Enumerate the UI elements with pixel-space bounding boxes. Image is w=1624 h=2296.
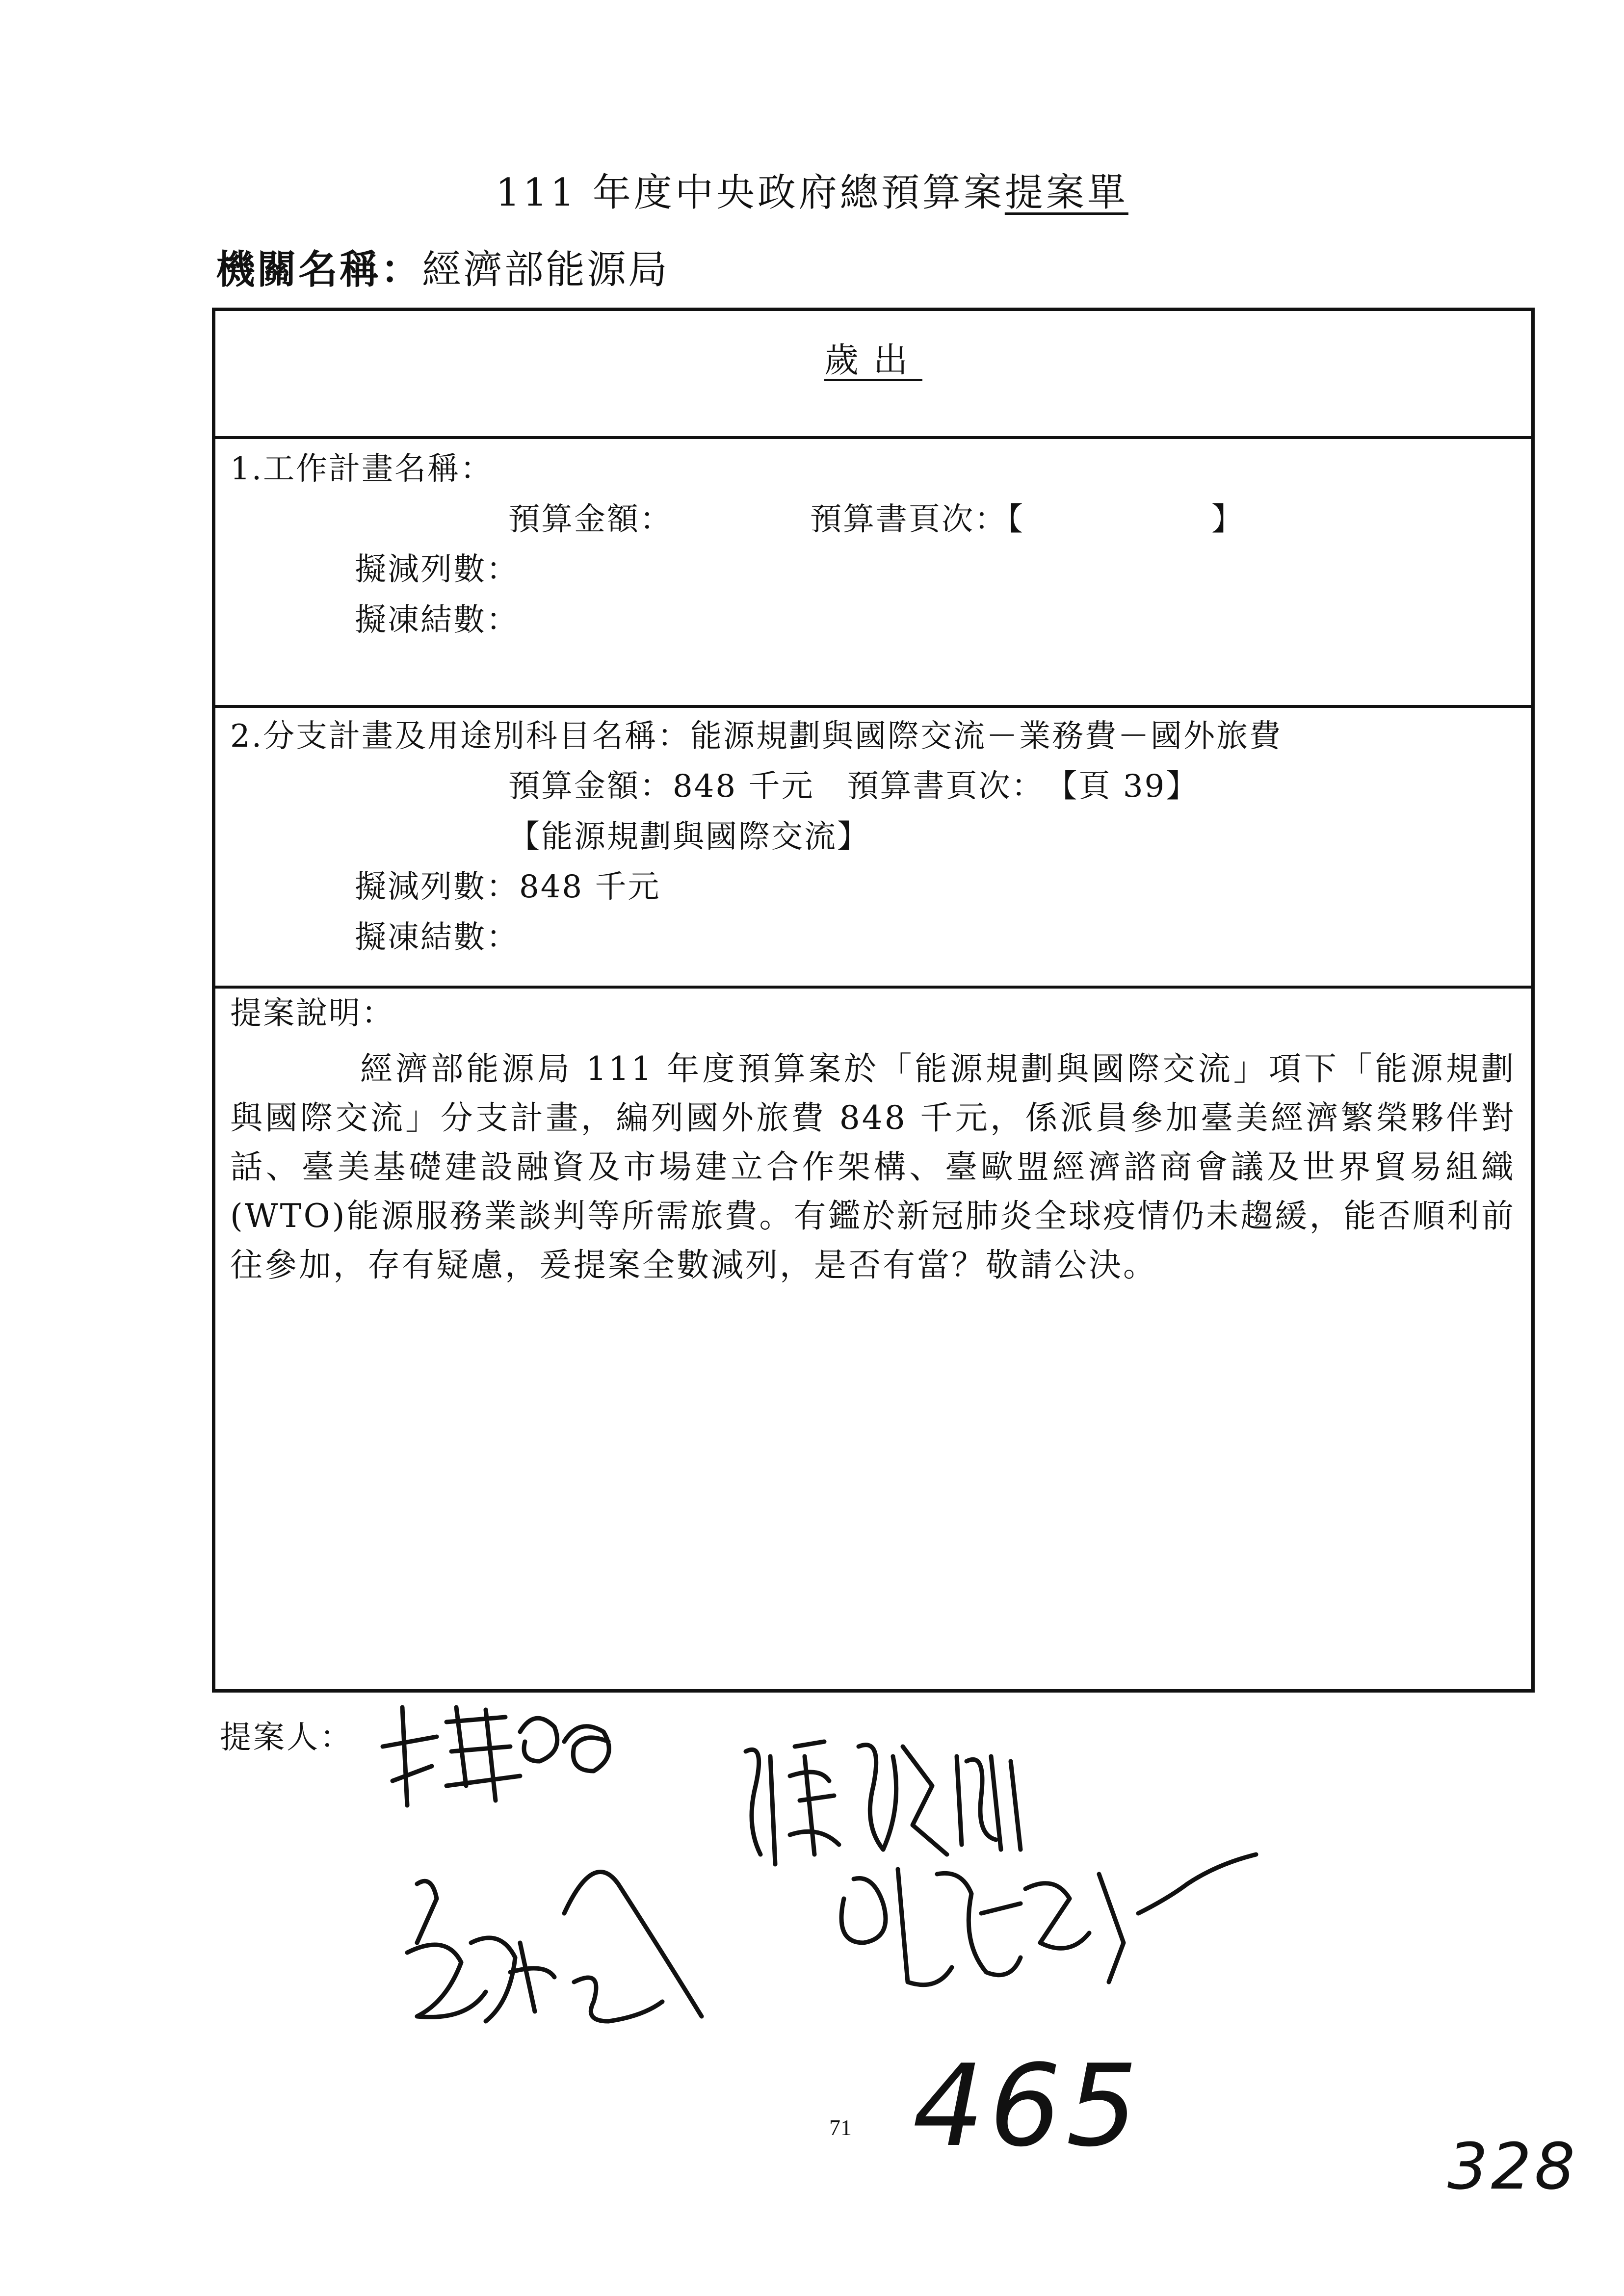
row-divider (215, 436, 1531, 439)
handwritten-number: 328 (1447, 2129, 1578, 2204)
item1-budget-amount-label: 預算金額： (508, 501, 673, 538)
handwritten-signature-icon (373, 1688, 638, 1815)
stamp-number: 465 (913, 2041, 1143, 2172)
item2-freeze-label: 擬凍結數： (355, 919, 519, 956)
description-text: 經濟部能源局 111 年度預算案於「能源規劃與國際交流」項下「能源規劃與國際交流」分支計畫，編列國外旅費 848 千元，係派員參加臺美經濟繁榮夥伴對話、臺美基礎建設融資及市場建立合作架構、臺歐盟經濟諮商會議及世界貿易組織(WTO)能源服務業談判等所需旅費。有鑑於新冠肺炎全球疫情仍未趨緩，能否順利前往參加，存有疑慮，爰提案全數減列，是否有當？敬請公決。 (230, 1050, 1516, 1284)
item1-reduce-label: 擬減列數： (355, 551, 519, 588)
item1-budget-page-close: 】 (1211, 501, 1244, 538)
item1-name-label: 1.工作計畫名稱： (230, 451, 494, 487)
proposer-label: 提案人： (220, 1720, 353, 1756)
agency-label: 機關名稱： (216, 246, 422, 292)
item2-budget-line: 預算金額：848 千元 預算書頁次： 【頁 39】 (508, 768, 1199, 805)
item2-reduce-line: 擬減列數：848 千元 (355, 869, 661, 905)
item1-budget-page-label: 預算書頁次：【 (810, 501, 1024, 538)
description-label: 提案說明： (230, 995, 394, 1032)
proposal-form-table (212, 308, 1535, 1693)
section-header: 歲出 (824, 340, 922, 380)
agency-line (216, 238, 669, 294)
item2-program-line: 【能源規劃與國際交流】 (508, 819, 870, 855)
row-divider (215, 705, 1531, 708)
handwritten-signature-icon (388, 1854, 731, 2080)
agency-value: 經濟部能源局 (422, 247, 669, 292)
item1-freeze-label: 擬凍結數： (355, 602, 519, 638)
title-prefix: 111 年度中央政府總預算案 (496, 171, 1005, 215)
item2-name-line: 2.分支計畫及用途別科目名稱：能源規劃與國際交流－業務費－國外旅費 (230, 718, 1283, 755)
title-underlined: 提案單 (1004, 171, 1128, 215)
page-number: 71 (829, 2115, 852, 2140)
handwritten-signature-icon (824, 1845, 1266, 2011)
page-title (0, 162, 1624, 217)
row-divider (215, 986, 1531, 989)
